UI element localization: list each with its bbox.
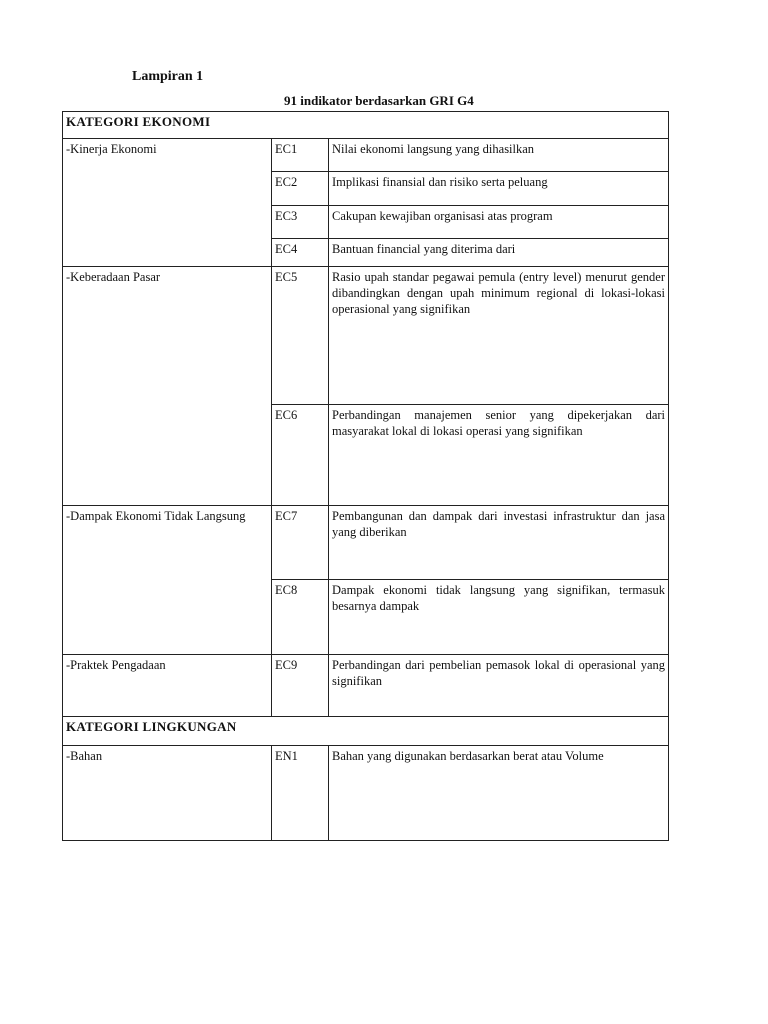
lampiran-label: Lampiran 1 bbox=[132, 69, 204, 84]
aspect-dampak-ekonomi: -Dampak Ekonomi Tidak Langsung bbox=[63, 506, 272, 655]
category-ekonomi: KATEGORI EKONOMI bbox=[63, 112, 669, 139]
category-lingkungan: KATEGORI LINGKUNGAN bbox=[63, 717, 669, 746]
indicator-code: EC5 bbox=[272, 267, 329, 405]
indicator-code: EC7 bbox=[272, 506, 329, 580]
indicator-code: EC8 bbox=[272, 580, 329, 655]
indicator-description: Bantuan financial yang diterima dari bbox=[329, 239, 669, 267]
indicator-code: EC6 bbox=[272, 405, 329, 506]
indicator-description: Pembangunan dan dampak dari investasi infrastruktur dan jasa yang diberikan bbox=[329, 506, 669, 580]
aspect-praktek-pengadaan: -Praktek Pengadaan bbox=[63, 655, 272, 717]
table-row bbox=[63, 139, 669, 172]
indicator-description: Bahan yang digunakan berdasarkan berat atau Volume bbox=[329, 746, 669, 841]
indicator-description: Rasio upah standar pegawai pemula (entry level) menurut gender dibandingkan dengan upah minimum regional di lokasi-lokasi operasional yang signifikan bbox=[329, 267, 669, 405]
indicator-code: EC9 bbox=[272, 655, 329, 717]
indicator-description: Cakupan kewajiban organisasi atas program bbox=[329, 206, 669, 239]
indicator-description: Implikasi finansial dan risiko serta peluang bbox=[329, 172, 669, 206]
category-row bbox=[63, 717, 669, 746]
indicator-code: EC2 bbox=[272, 172, 329, 206]
indicator-description: Perbandingan dari pembelian pemasok lokal di operasional yang signifikan bbox=[329, 655, 669, 717]
aspect-keberadaan-pasar: -Keberadaan Pasar bbox=[63, 267, 272, 506]
gri-indicator-table bbox=[62, 111, 669, 841]
table-row bbox=[63, 267, 669, 405]
table-row bbox=[63, 506, 669, 580]
aspect-bahan: -Bahan bbox=[63, 746, 272, 841]
indicator-code: EC4 bbox=[272, 239, 329, 267]
indicator-description: Nilai ekonomi langsung yang dihasilkan bbox=[329, 139, 669, 172]
indicator-description: Perbandingan manajemen senior yang dipekerjakan dari masyarakat lokal di lokasi operasi yang signifikan bbox=[329, 405, 669, 506]
category-row bbox=[63, 112, 669, 139]
indicator-description: Dampak ekonomi tidak langsung yang signifikan, termasuk besarnya dampak bbox=[329, 580, 669, 655]
indicator-code: EN1 bbox=[272, 746, 329, 841]
indicator-code: EC1 bbox=[272, 139, 329, 172]
indicator-code: EC3 bbox=[272, 206, 329, 239]
table-row bbox=[63, 746, 669, 841]
document-subtitle: 91 indikator berdasarkan GRI G4 bbox=[284, 93, 474, 108]
table-row bbox=[63, 655, 669, 717]
aspect-kinerja-ekonomi: -Kinerja Ekonomi bbox=[63, 139, 272, 267]
